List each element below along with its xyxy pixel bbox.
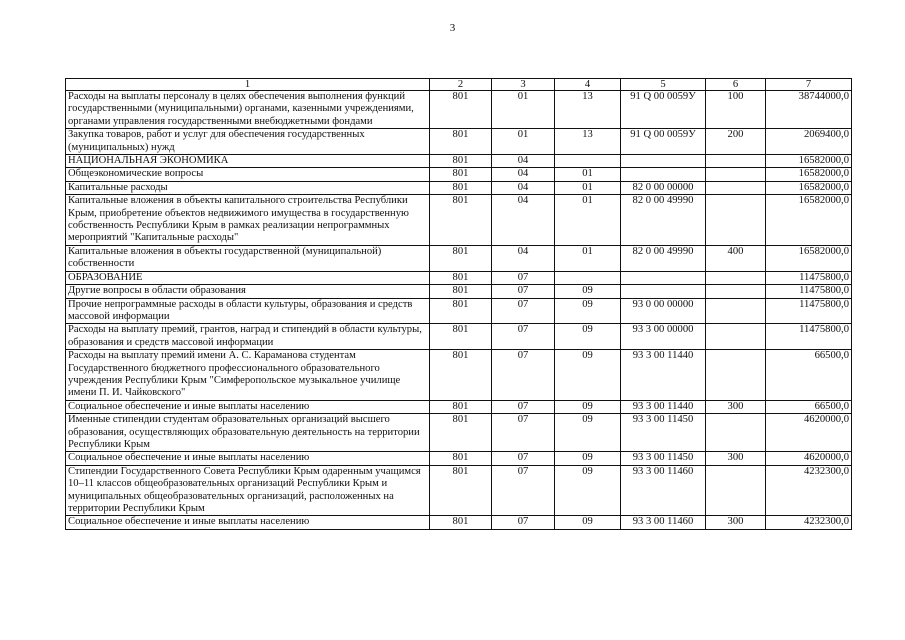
row-expense-type (706, 350, 766, 401)
row-amount: 16582000,0 (766, 195, 852, 246)
table-row (66, 181, 852, 194)
row-expense-type (706, 324, 766, 350)
row-amount: 4620000,0 (766, 414, 852, 452)
row-section-code: 04 (492, 245, 555, 271)
row-description: Капитальные вложения в объекты капитального строительства Республики Крым, приобретение объектов недвижимого имущества в государственную собственность Республики Крым в рамках реализации непрограммных мероприятий "Капитальные расходы" (66, 195, 430, 246)
table-row (66, 452, 852, 465)
row-section-code: 07 (492, 516, 555, 529)
row-ministry-code: 801 (430, 452, 492, 465)
column-header: 2 (430, 79, 492, 91)
row-subsection-code: 09 (555, 414, 621, 452)
row-target-article: 93 3 00 11450 (621, 414, 706, 452)
row-ministry-code: 801 (430, 271, 492, 284)
row-ministry-code: 801 (430, 350, 492, 401)
row-section-code: 07 (492, 452, 555, 465)
row-subsection-code: 09 (555, 350, 621, 401)
row-expense-type (706, 271, 766, 284)
row-amount: 66500,0 (766, 350, 852, 401)
column-header: 5 (621, 79, 706, 91)
row-amount: 16582000,0 (766, 168, 852, 181)
budget-table (65, 78, 852, 530)
row-expense-type: 100 (706, 91, 766, 129)
row-target-article: 91 Q 00 0059У (621, 91, 706, 129)
row-subsection-code: 01 (555, 195, 621, 246)
row-description: Расходы на выплату премий имени А. С. Караманова студентам Государственного бюджетного профессионального образовательного учреждения Республики Крым "Симферопольское музыкальное училище имени П. И. Чайковского" (66, 350, 430, 401)
column-header: 7 (766, 79, 852, 91)
row-expense-type (706, 181, 766, 194)
row-expense-type: 200 (706, 129, 766, 155)
row-amount: 4620000,0 (766, 452, 852, 465)
row-ministry-code: 801 (430, 129, 492, 155)
row-ministry-code: 801 (430, 155, 492, 168)
row-subsection-code: 09 (555, 324, 621, 350)
row-target-article (621, 271, 706, 284)
row-expense-type: 300 (706, 516, 766, 529)
row-target-article: 82 0 00 00000 (621, 181, 706, 194)
row-subsection-code: 09 (555, 400, 621, 413)
row-expense-type (706, 298, 766, 324)
row-section-code: 07 (492, 350, 555, 401)
row-target-article (621, 285, 706, 298)
row-target-article: 93 0 00 00000 (621, 298, 706, 324)
row-ministry-code: 801 (430, 465, 492, 516)
table-row (66, 400, 852, 413)
row-ministry-code: 801 (430, 181, 492, 194)
row-subsection-code: 09 (555, 298, 621, 324)
row-ministry-code: 801 (430, 91, 492, 129)
row-target-article (621, 168, 706, 181)
row-amount: 4232300,0 (766, 516, 852, 529)
row-target-article: 82 0 00 49990 (621, 195, 706, 246)
row-description: Социальное обеспечение и иные выплаты населению (66, 516, 430, 529)
row-amount: 66500,0 (766, 400, 852, 413)
row-amount: 16582000,0 (766, 155, 852, 168)
row-target-article (621, 155, 706, 168)
row-ministry-code: 801 (430, 516, 492, 529)
row-ministry-code: 801 (430, 298, 492, 324)
table-row (66, 155, 852, 168)
row-section-code: 04 (492, 195, 555, 246)
row-description: Стипендии Государственного Совета Республики Крым одаренным учащимся 10–11 классов общеобразовательных организаций Республики Крым и муниципальных общеобразовательных организаций, расположенных на территории Республики Крым (66, 465, 430, 516)
row-target-article: 93 3 00 11450 (621, 452, 706, 465)
row-target-article: 93 3 00 00000 (621, 324, 706, 350)
row-description: Прочие непрограммные расходы в области культуры, образования и средств массовой информации (66, 298, 430, 324)
row-subsection-code (555, 271, 621, 284)
row-amount: 11475800,0 (766, 298, 852, 324)
row-ministry-code: 801 (430, 414, 492, 452)
row-subsection-code: 09 (555, 465, 621, 516)
row-amount: 16582000,0 (766, 245, 852, 271)
row-target-article: 93 3 00 11460 (621, 516, 706, 529)
row-ministry-code: 801 (430, 400, 492, 413)
row-expense-type (706, 465, 766, 516)
row-description: Социальное обеспечение и иные выплаты населению (66, 400, 430, 413)
row-target-article: 82 0 00 49990 (621, 245, 706, 271)
table-row (66, 91, 852, 129)
row-subsection-code: 09 (555, 285, 621, 298)
row-subsection-code: 09 (555, 516, 621, 529)
row-description: Именные стипендии студентам образовательных организаций высшего образования, осуществляющих образовательную деятельность на территории Республики Крым (66, 414, 430, 452)
row-section-code: 01 (492, 91, 555, 129)
row-description: Расходы на выплату премий, грантов, наград и стипендий в области культуры, образования и средств массовой информации (66, 324, 430, 350)
row-ministry-code: 801 (430, 285, 492, 298)
row-expense-type: 400 (706, 245, 766, 271)
table-row (66, 168, 852, 181)
row-section-code: 07 (492, 271, 555, 284)
table-body (66, 91, 852, 530)
row-section-code: 07 (492, 400, 555, 413)
row-amount: 4232300,0 (766, 465, 852, 516)
row-target-article: 93 3 00 11460 (621, 465, 706, 516)
row-section-code: 07 (492, 465, 555, 516)
row-subsection-code: 13 (555, 91, 621, 129)
column-header: 4 (555, 79, 621, 91)
row-amount: 11475800,0 (766, 324, 852, 350)
row-expense-type (706, 414, 766, 452)
table-row (66, 516, 852, 529)
table-row (66, 324, 852, 350)
row-section-code: 04 (492, 155, 555, 168)
row-section-code: 07 (492, 285, 555, 298)
row-subsection-code: 09 (555, 452, 621, 465)
row-subsection-code: 01 (555, 168, 621, 181)
row-section-code: 07 (492, 298, 555, 324)
table-row (66, 350, 852, 401)
table-row (66, 195, 852, 246)
row-amount: 16582000,0 (766, 181, 852, 194)
column-header: 3 (492, 79, 555, 91)
row-description: Общеэкономические вопросы (66, 168, 430, 181)
row-amount: 11475800,0 (766, 285, 852, 298)
row-ministry-code: 801 (430, 324, 492, 350)
row-section-code: 07 (492, 324, 555, 350)
row-ministry-code: 801 (430, 195, 492, 246)
row-expense-type (706, 155, 766, 168)
table-row (66, 271, 852, 284)
row-target-article: 93 3 00 11440 (621, 400, 706, 413)
row-amount: 38744000,0 (766, 91, 852, 129)
row-description: Капитальные расходы (66, 181, 430, 194)
table-row (66, 129, 852, 155)
column-header: 1 (66, 79, 430, 91)
row-section-code: 04 (492, 181, 555, 194)
row-description: НАЦИОНАЛЬНАЯ ЭКОНОМИКА (66, 155, 430, 168)
row-expense-type (706, 195, 766, 246)
row-amount: 11475800,0 (766, 271, 852, 284)
table-row (66, 414, 852, 452)
row-subsection-code (555, 155, 621, 168)
row-expense-type (706, 285, 766, 298)
row-description: Социальное обеспечение и иные выплаты населению (66, 452, 430, 465)
row-amount: 2069400,0 (766, 129, 852, 155)
table-row (66, 298, 852, 324)
header-row (66, 79, 852, 91)
row-expense-type: 300 (706, 452, 766, 465)
row-description: ОБРАЗОВАНИЕ (66, 271, 430, 284)
row-expense-type (706, 168, 766, 181)
row-target-article: 93 3 00 11440 (621, 350, 706, 401)
row-section-code: 01 (492, 129, 555, 155)
page-number: 3 (449, 22, 456, 34)
row-subsection-code: 01 (555, 181, 621, 194)
row-subsection-code: 13 (555, 129, 621, 155)
row-ministry-code: 801 (430, 168, 492, 181)
row-expense-type: 300 (706, 400, 766, 413)
row-section-code: 04 (492, 168, 555, 181)
table-row (66, 245, 852, 271)
row-subsection-code: 01 (555, 245, 621, 271)
row-description: Закупка товаров, работ и услуг для обеспечения государственных (муниципальных) нужд (66, 129, 430, 155)
table-row (66, 285, 852, 298)
row-description: Расходы на выплаты персоналу в целях обеспечения выполнения функций государственными (муниципальными) органами, казенными учреждениями, органами управления государственными внебюджетными фондами (66, 91, 430, 129)
row-section-code: 07 (492, 414, 555, 452)
table-row (66, 465, 852, 516)
row-description: Капитальные вложения в объекты государственной (муниципальной) собственности (66, 245, 430, 271)
row-target-article: 91 Q 00 0059У (621, 129, 706, 155)
row-description: Другие вопросы в области образования (66, 285, 430, 298)
column-header: 6 (706, 79, 766, 91)
row-ministry-code: 801 (430, 245, 492, 271)
